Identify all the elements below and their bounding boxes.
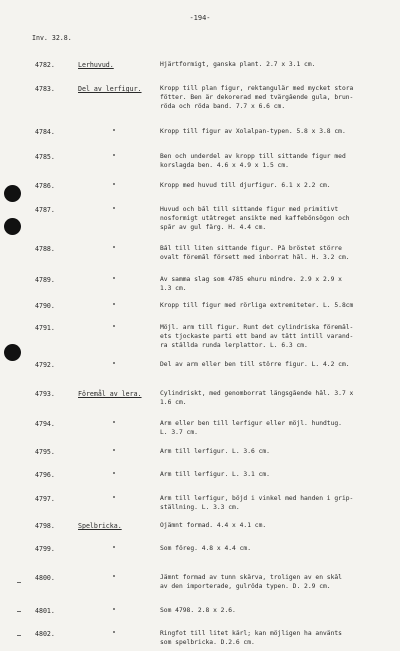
entry-number: 4791. xyxy=(35,324,55,332)
description-line: ets tjockaste parti ett band av tätt intill varand- xyxy=(160,332,354,340)
entry-number: 4790. xyxy=(35,302,55,310)
description-line: Cylindriskt, med genomborrat längsgående hål. 3.7 x xyxy=(160,390,354,397)
entry-category: " xyxy=(112,128,116,136)
entry-category: " xyxy=(112,630,116,638)
description-line: korslagda ben. 4.6 x 4.9 x 1.5 cm. xyxy=(160,161,289,169)
description-line: 1.3 cm. xyxy=(160,284,187,292)
entry-category: " xyxy=(112,153,116,161)
entry-description xyxy=(160,495,390,513)
inventory-date: Inv. 32.8. xyxy=(32,34,72,42)
entry-number: 4795. xyxy=(35,448,55,456)
description-line: Kropp till figur av Xolalpan-typen. 5.8 x 3.8 cm. xyxy=(160,128,346,135)
punch-hole xyxy=(4,344,21,361)
entry-category: " xyxy=(112,245,116,253)
entry-number: 4801. xyxy=(35,607,55,615)
description-line: fötter. Ben är dekorerad med tvärgående gula, brun- xyxy=(160,93,354,101)
entry-category: " xyxy=(112,420,116,428)
entry-description xyxy=(160,471,390,480)
description-line: nosformigt utåtreget ansikte med kaffebönsögon och xyxy=(160,214,350,222)
description-line: ovalt föremål försett med inborrat hål. H. 3.2 cm. xyxy=(160,253,350,261)
entry-description xyxy=(160,448,390,457)
entry-description xyxy=(160,85,390,111)
entry-description xyxy=(160,420,390,438)
entry-category: " xyxy=(112,206,116,214)
page-number: -194- xyxy=(189,14,211,22)
entry-number: 4782. xyxy=(35,61,55,69)
description-line: Arm till lerfigur. L. 3.1 cm. xyxy=(160,471,270,478)
margin-mark xyxy=(17,582,21,583)
description-line: Av samma slag som 4785 ehuru mindre. 2.9 x 2.9 x xyxy=(160,276,342,283)
description-line: ställning. L. 3.3 cm. xyxy=(160,503,240,511)
entry-category: " xyxy=(112,495,116,503)
description-line: Som föreg. 4.8 x 4.4 cm. xyxy=(160,545,251,552)
entry-number: 4797. xyxy=(35,495,55,503)
entry-description xyxy=(160,324,390,350)
description-line: Arm till lerfigur, böjd i vinkel med handen i grip- xyxy=(160,495,354,502)
entry-number: 4798. xyxy=(35,522,55,530)
entry-category: " xyxy=(112,448,116,456)
description-line: Arm till lerfigur. L. 3.6 cm. xyxy=(160,448,270,455)
entry-description xyxy=(160,61,390,70)
entry-category: " xyxy=(112,471,116,479)
punch-hole xyxy=(4,218,21,235)
margin-mark xyxy=(17,635,21,636)
entry-category: " xyxy=(112,607,116,615)
entry-category: Lerhuvud. xyxy=(78,61,114,69)
entry-category: " xyxy=(112,324,116,332)
entry-description xyxy=(160,361,390,370)
entry-description xyxy=(160,276,390,294)
entry-category: Del av lerfigur. xyxy=(78,85,142,93)
entry-category: " xyxy=(112,361,116,369)
description-line: L. 3.7 cm. xyxy=(160,428,198,436)
entry-description xyxy=(160,630,390,648)
description-line: av den importerade, gulröda typen. D. 2.9 cm. xyxy=(160,582,331,590)
description-line: röda och röda band. 7.7 x 6.6 cm. xyxy=(160,102,286,110)
entry-category: " xyxy=(112,574,116,582)
entry-number: 4783. xyxy=(35,85,55,93)
entry-number: 4785. xyxy=(35,153,55,161)
description-line: ra ställda runda lerplattor. L. 6.3 cm. xyxy=(160,341,308,349)
entry-description xyxy=(160,245,390,263)
description-line: Bål till liten sittande figur. På bröstet större xyxy=(160,245,342,252)
description-line: Möjl. arm till figur. Runt det cylindriska föremål- xyxy=(160,324,354,331)
description-line: som spelbricka. D.2.6 cm. xyxy=(160,638,255,646)
entry-description xyxy=(160,607,390,616)
description-line: Hjärtformigt, ganska plant. 2.7 x 3.1 cm. xyxy=(160,61,316,68)
entry-category: " xyxy=(112,302,116,310)
description-line: Del av arm eller ben till större figur. L. 4.2 cm. xyxy=(160,361,350,368)
entry-description xyxy=(160,522,390,531)
entry-number: 4784. xyxy=(35,128,55,136)
entry-number: 4796. xyxy=(35,471,55,479)
entry-number: 4793. xyxy=(35,390,55,398)
description-line: Ojämnt formad. 4.4 x 4.1 cm. xyxy=(160,522,267,529)
entry-description xyxy=(160,302,390,311)
entry-description xyxy=(160,390,390,408)
entry-description xyxy=(160,128,390,137)
entry-category: " xyxy=(112,276,116,284)
entry-description xyxy=(160,182,390,191)
entry-description xyxy=(160,153,390,171)
description-line: Huvud och bål till sittande figur med primitivt xyxy=(160,206,339,213)
entry-category: Spelbricka. xyxy=(78,522,122,530)
entry-category: " xyxy=(112,545,116,553)
punch-hole xyxy=(4,185,21,202)
entry-number: 4789. xyxy=(35,276,55,284)
margin-mark xyxy=(17,611,21,612)
entry-category: Föremål av lera. xyxy=(78,390,142,398)
entry-description xyxy=(160,574,390,592)
description-line: Ben och underdel av kropp till sittande figur med xyxy=(160,153,346,160)
description-line: Ringfot till litet kärl; kan möjligen ha använts xyxy=(160,630,342,637)
entry-category: " xyxy=(112,182,116,190)
entry-number: 4792. xyxy=(35,361,55,369)
description-line: Jämnt formad av tunn skärva, troligen av en skål xyxy=(160,574,342,581)
description-line: Som 4798. 2.8 x 2.6. xyxy=(160,607,236,614)
entry-number: 4799. xyxy=(35,545,55,553)
entry-number: 4788. xyxy=(35,245,55,253)
description-line: Kropp till figur med rörliga extremiteter. L. 5.8cm xyxy=(160,302,354,309)
entry-number: 4786. xyxy=(35,182,55,190)
description-line: Kropp till plan figur, rektangulär med mycket stora xyxy=(160,85,354,92)
description-line: Kropp med huvud till djurfigur. 6.1 x 2.2 cm. xyxy=(160,182,331,189)
entry-description xyxy=(160,545,390,554)
entry-number: 4800. xyxy=(35,574,55,582)
description-line: Arm eller ben till lerfigur eller möjl. hundtug. xyxy=(160,420,342,427)
description-line: 1.6 cm. xyxy=(160,398,187,406)
entry-number: 4802. xyxy=(35,630,55,638)
entry-number: 4794. xyxy=(35,420,55,428)
description-line: spår av gul färg. H. 4.4 cm. xyxy=(160,223,267,231)
entry-number: 4787. xyxy=(35,206,55,214)
entry-description xyxy=(160,206,390,232)
